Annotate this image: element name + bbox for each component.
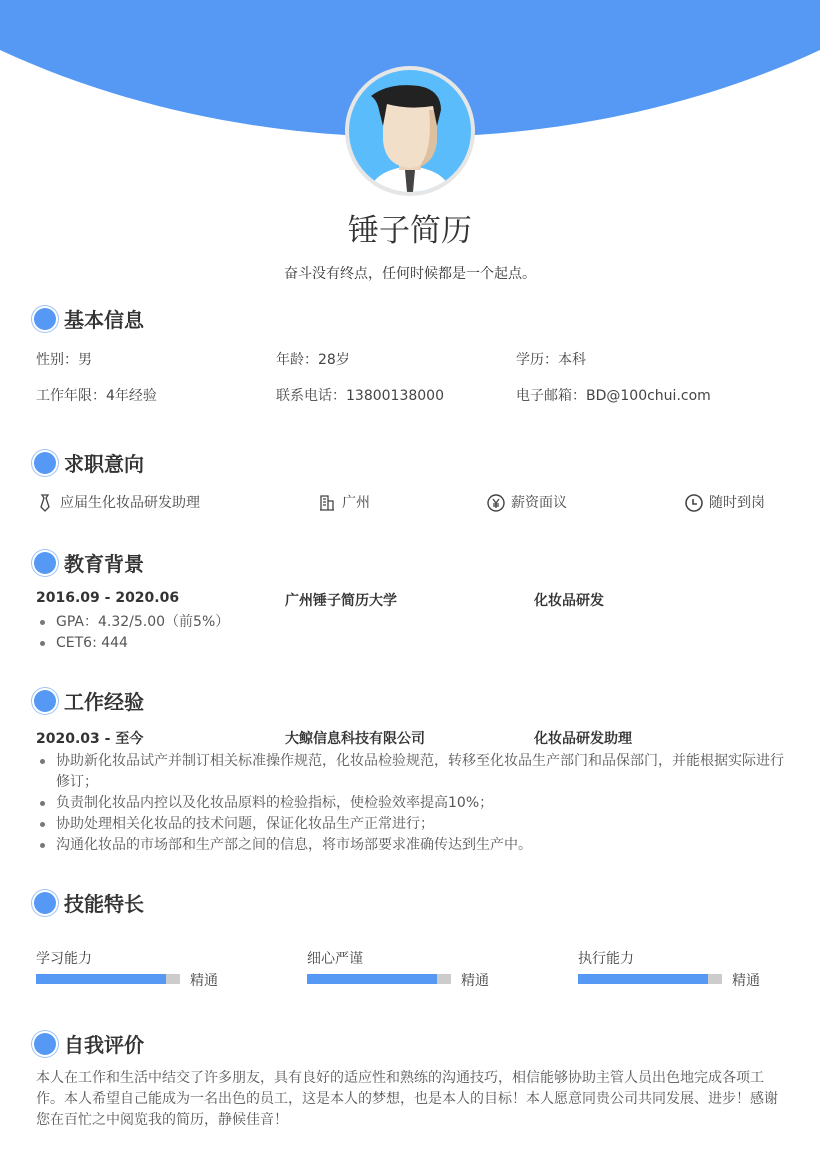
intent-text: 随时到岗 [709, 495, 765, 511]
section-dot-icon [34, 452, 56, 474]
skill-bar [578, 974, 722, 984]
education-major: 化妆品研发 [534, 593, 604, 609]
work-bullets [36, 751, 788, 856]
section-dot-icon [34, 308, 56, 330]
section-basic-info [34, 304, 144, 333]
intent-text: 应届生化妆品研发助理 [60, 495, 200, 511]
education-period: 2016.09 - 2020.06 [36, 590, 180, 606]
section-dot-icon [34, 690, 56, 712]
skill-level: 精通 [461, 973, 489, 989]
skill-bar-fill [36, 974, 166, 984]
section-self-evaluation [34, 1029, 144, 1058]
intent-salary [487, 492, 567, 512]
section-title: 技能特长 [64, 892, 144, 916]
section-title: 教育背景 [64, 552, 144, 576]
building-icon [318, 494, 336, 512]
self-evaluation-text: 本人在工作和生活中结交了许多朋友，具有良好的适应性和熟练的沟通技巧，相信能够协助主管人员出色地完成各项工作。本人希望自己能成为一名出色的员工，这是本人的梦想，也是本人的目标！本人愿意同贵公司共同发展、进步！感谢您在百忙之中阅览我的简历，静候佳音！ [36, 1070, 778, 1128]
motto: 奋斗没有终点，任何时候都是一个起点。 [284, 266, 536, 282]
field-gender: 性别：男 [36, 352, 92, 368]
skill-level: 精通 [190, 973, 218, 989]
skill-level: 精通 [732, 973, 760, 989]
intent-availability [685, 492, 765, 512]
section-dot-icon [34, 892, 56, 914]
list-item: GPA：4.32/5.00（前5%） [36, 612, 788, 633]
clock-icon [685, 494, 703, 512]
section-title: 求职意向 [64, 452, 144, 476]
field-education: 学历：本科 [516, 352, 586, 368]
skill-bar [36, 974, 180, 984]
section-skills [34, 888, 144, 917]
skill-name: 执行能力 [578, 951, 634, 967]
skill-bar [307, 974, 451, 984]
resume-name: 锤子简历 [348, 213, 472, 249]
education-school: 广州锤子简历大学 [285, 593, 397, 609]
intent-text: 广州 [342, 495, 370, 511]
work-company: 大鲸信息科技有限公司 [285, 731, 425, 747]
section-work [34, 686, 144, 715]
work-position: 化妆品研发助理 [534, 731, 632, 747]
section-job-intent [34, 448, 144, 477]
list-item: 负责制化妆品内控以及化妆品原料的检验指标，使检验效率提高10%； [36, 793, 788, 814]
intent-position [36, 492, 200, 512]
intent-text: 薪资面议 [511, 495, 567, 511]
section-title: 基本信息 [64, 308, 144, 332]
skill-bar-fill [578, 974, 708, 984]
list-item: 协助处理相关化妆品的技术问题，保证化妆品生产正常进行； [36, 814, 788, 835]
field-email: 电子邮箱：BD@100chui.com [516, 388, 711, 404]
section-title: 工作经验 [64, 690, 144, 714]
education-bullets [36, 612, 788, 654]
list-item: CET6: 444 [36, 633, 788, 654]
section-dot-icon [34, 552, 56, 574]
section-title: 自我评价 [64, 1033, 144, 1057]
avatar [345, 66, 475, 196]
tie-icon [36, 494, 54, 512]
yen-icon [487, 494, 505, 512]
skill-bar-fill [307, 974, 437, 984]
field-experience: 工作年限：4年经验 [36, 388, 157, 404]
work-period: 2020.03 - 至今 [36, 731, 144, 747]
skill-name: 学习能力 [36, 951, 92, 967]
list-item: 协助新化妆品试产并制订相关标准操作规范，化妆品检验规范，转移至化妆品生产部门和品保部门，并能根据实际进行修订； [36, 751, 788, 793]
skill-name: 细心严谨 [307, 951, 363, 967]
field-phone: 联系电话：13800138000 [276, 388, 444, 404]
field-age: 年龄：28岁 [276, 352, 350, 368]
section-education [34, 548, 144, 577]
intent-city [318, 492, 370, 512]
list-item: 沟通化妆品的市场部和生产部之间的信息，将市场部要求准确传达到生产中。 [36, 835, 788, 856]
section-dot-icon [34, 1033, 56, 1055]
